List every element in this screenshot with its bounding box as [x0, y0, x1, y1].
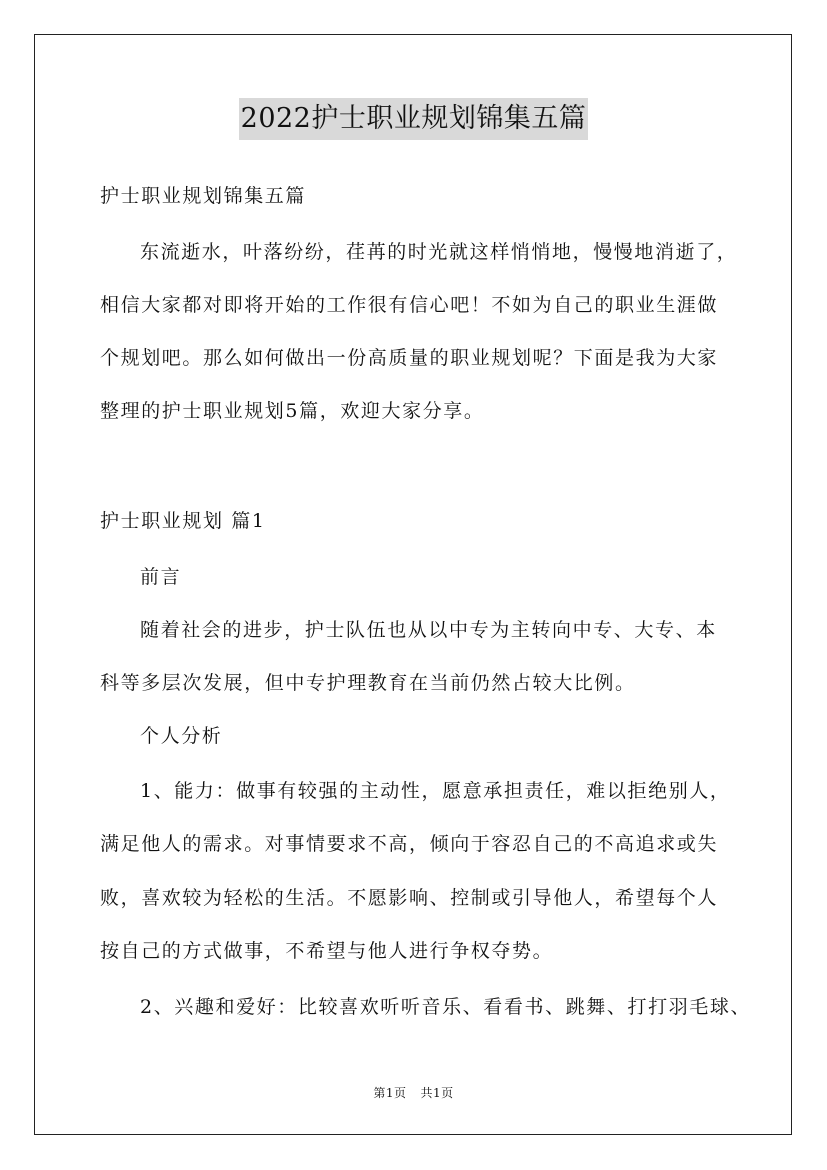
document-title: 2022护士职业规划锦集五篇	[239, 98, 589, 140]
interest-line: 2、兴趣和爱好：比较喜欢听听音乐、看看书、跳舞、打打羽毛球、	[140, 996, 752, 1018]
ability-line: 败，喜欢较为轻松的生活。不愿影响、控制或引导他人，希望每个人	[100, 887, 719, 909]
page-total: 共1页	[420, 1086, 454, 1100]
section-heading: 护士职业规划 篇1	[100, 510, 266, 532]
preface-line: 科等多层次发展，但中专护理教育在当前仍然占较大比例。	[100, 672, 636, 694]
document-subtitle: 护士职业规划锦集五篇	[100, 185, 307, 207]
ability-line: 按自己的方式做事，不希望与他人进行争权夺势。	[100, 940, 554, 962]
analysis-heading: 个人分析	[140, 725, 223, 747]
ability-line: 1、能力：做事有较强的主动性，愿意承担责任，难以拒绝别人，	[140, 780, 731, 802]
intro-line: 整理的护士职业规划5篇，欢迎大家分享。	[100, 400, 485, 422]
preface-line: 随着社会的进步，护士队伍也从以中专为主转向中专、大专、本	[140, 619, 717, 641]
intro-line: 东流逝水，叶落纷纷，荏苒的时光就这样悄悄地，慢慢地消逝了，	[140, 241, 738, 263]
page-footer	[0, 1084, 827, 1101]
intro-line: 相信大家都对即将开始的工作很有信心吧！不如为自己的职业生涯做	[100, 294, 719, 316]
ability-line: 满足他人的需求。对事情要求不高，倾向于容忍自己的不高追求或失	[100, 833, 719, 855]
intro-line: 个规划吧。那么如何做出一份高质量的职业规划呢？下面是我为大家	[100, 347, 719, 369]
page-number: 第1页	[373, 1086, 407, 1100]
title-container	[0, 98, 827, 140]
preface-heading: 前言	[140, 566, 182, 588]
